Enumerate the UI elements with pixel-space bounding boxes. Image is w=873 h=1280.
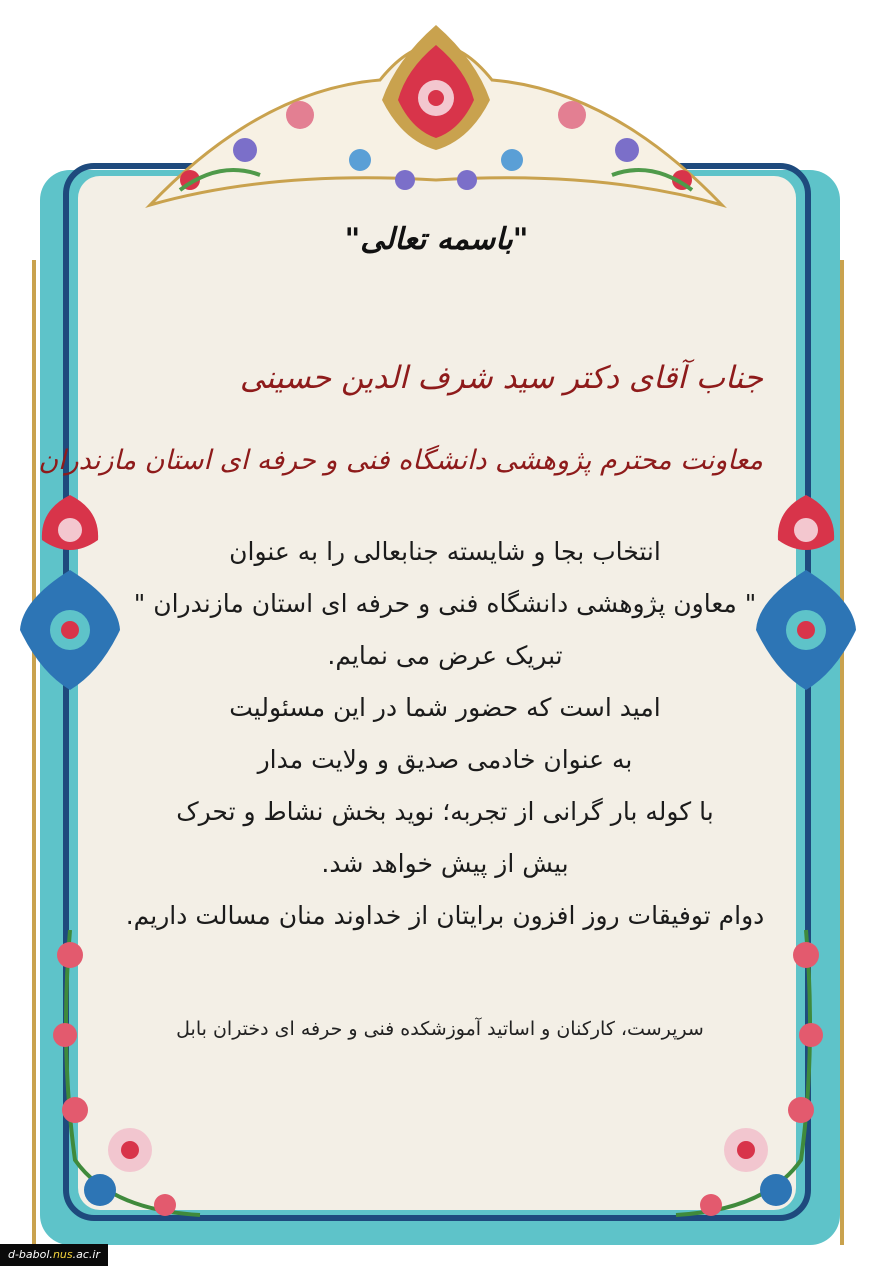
bismillah-heading: "باسمه تعالی" (344, 222, 529, 257)
message-line: با کوله بار گرانی از تجربه؛ نوید بخش نشاط و تحرک (176, 797, 714, 826)
addressee-name: جناب آقای دکتر سید شرف الدین حسینی (239, 360, 763, 396)
message-body (110, 526, 780, 942)
addressee-title: معاونت محترم پژوهشی دانشگاه فنی و حرفه ای استان مازندران (38, 445, 763, 476)
message-line: " معاون پژوهشی دانشگاه فنی و حرفه ای استان مازندران " (133, 589, 757, 618)
signature-line: سرپرست، کارکنان و اساتید آموزشکده فنی و حرفه ای دختران بابل (176, 1018, 704, 1040)
watermark-highlight: nus (52, 1248, 73, 1261)
message-line: تبریک عرض می نمایم. (327, 641, 563, 670)
message-line: امید است که حضور شما در این مسئولیت (229, 693, 661, 722)
watermark-prefix: d-babol. (7, 1248, 53, 1261)
message-line: انتخاب بجا و شایسته جنابعالی را به عنوان (229, 537, 661, 566)
watermark-suffix: .ac.ir (72, 1248, 100, 1261)
message-line: دوام توفیقات روز افزون برایتان از خداوند منان مسالت داریم. (125, 901, 765, 930)
site-watermark (0, 1244, 108, 1266)
message-line: به عنوان خادمی صدیق و ولایت مدار (257, 745, 633, 774)
message-line: بیش از پیش خواهد شد. (321, 849, 569, 878)
